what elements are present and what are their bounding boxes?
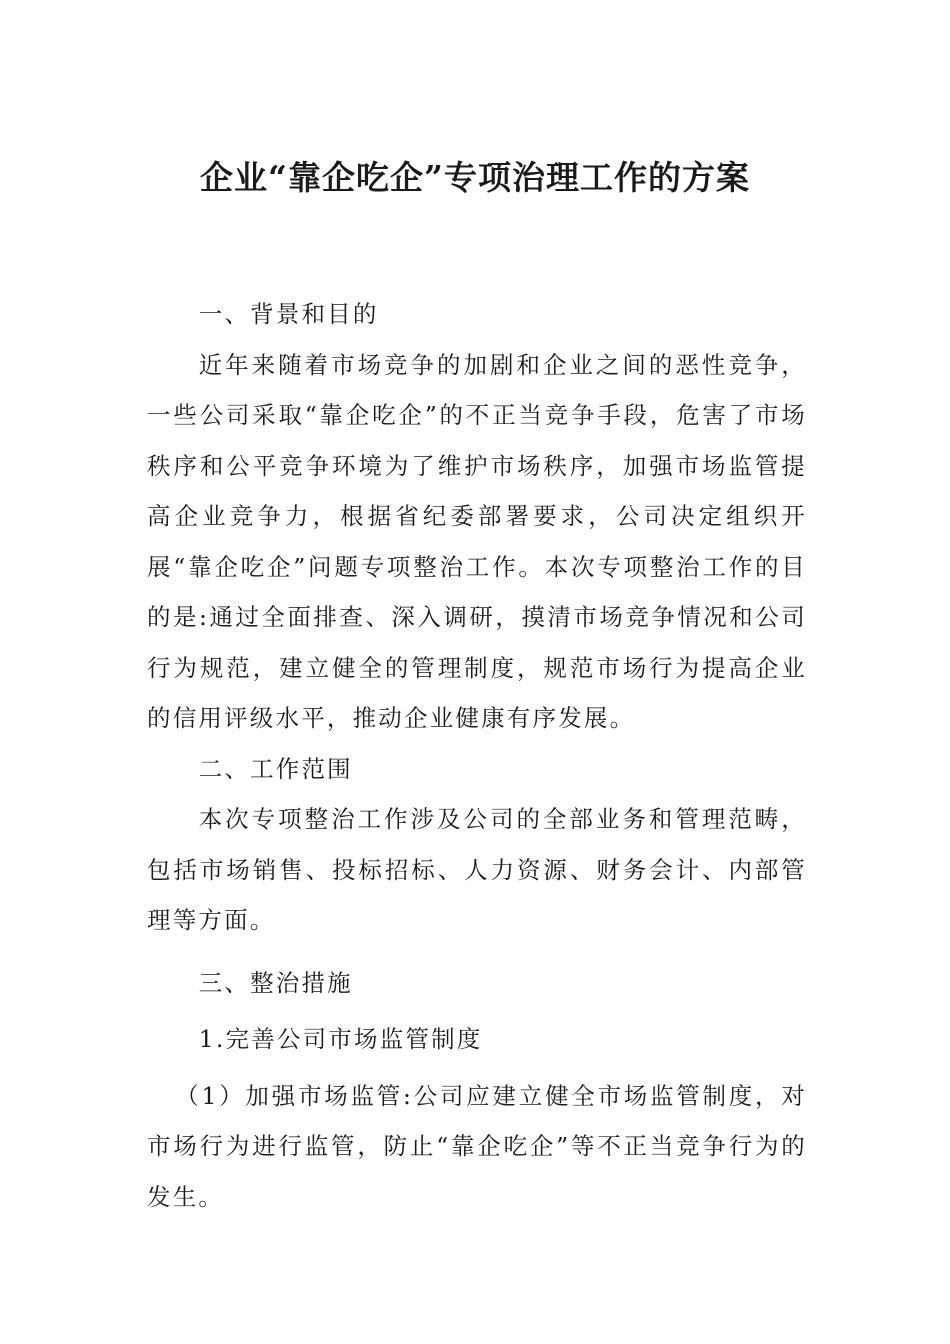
section-heading-background: 一、背景和目的 [198,300,379,328]
section-heading-measures: 三、整治措施 [198,968,353,997]
subheading-market-supervision: 1.完善公司市场监管制度 [198,1025,483,1053]
paragraph-strengthen-supervision: （1）加强市场监管:公司应建立健全市场监管制度，对市场行为进行监管，防止“靠企吃企”等不正当竞争行为的发生。 [147,1081,807,1211]
document-body [147,289,807,1222]
paragraph-background: 近年来随着市场竞争的加剧和企业之间的恶性竞争，一些公司采取“靠企吃企”的不正当竞争手段，危害了市场秩序和公平竞争环境为了维护市场秩序，加强市场监管提高企业竞争力，根据省纪委部署要求，公司决定组织开展“靠企吃企”问题专项整治工作。本次专项整治工作的目的是:通过全面排查、深入调研，摸清市场竞争情况和公司行为规范，建立健全的管理制度，规范市场行为提高企业的信用评级水平，推动企业健康有序发展。 [147,350,807,732]
section-heading-scope: 二、工作范围 [198,754,353,783]
document-title: 企业“靠企吃企”专项治理工作的方案 [200,158,750,197]
paragraph-scope: 本次专项整治工作涉及公司的全部业务和管理范畴，包括市场销售、投标招标、人力资源、财务会计、内部管理等方面。 [147,805,807,934]
